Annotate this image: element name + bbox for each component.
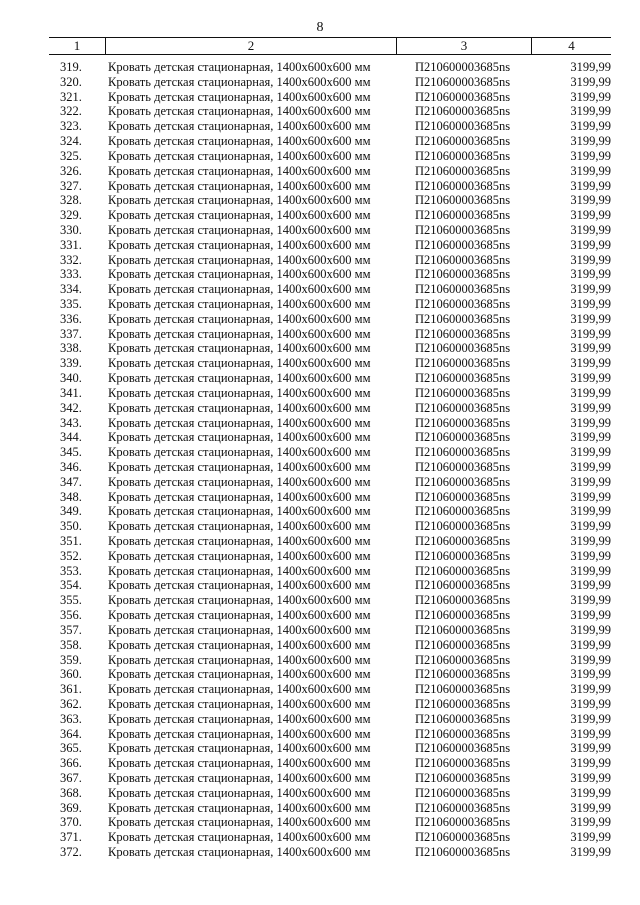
column-header-2: 2 (106, 38, 397, 54)
table-row (49, 490, 611, 505)
item-name: Кровать детская стационарная, 1400x600x600 мм (108, 237, 371, 252)
item-code: П210600003685ns (415, 193, 511, 208)
row-number: 330. (60, 222, 82, 237)
item-name: Кровать детская стационарная, 1400x600x600 мм (108, 489, 371, 504)
table-row (49, 653, 611, 668)
row-number: 359. (60, 652, 82, 667)
item-price: 3199,99 (570, 356, 611, 371)
item-price: 3199,99 (570, 815, 611, 830)
item-name: Кровать детская стационарная, 1400x600x600 мм (108, 430, 371, 445)
row-number: 340. (60, 371, 82, 386)
item-code: П210600003685ns (415, 815, 511, 830)
row-number: 350. (60, 519, 82, 534)
item-price: 3199,99 (570, 74, 611, 89)
item-code: П210600003685ns (415, 119, 511, 134)
item-price: 3199,99 (570, 519, 611, 534)
column-header-4: 4 (568, 38, 575, 53)
item-price: 3199,99 (570, 534, 611, 548)
table-row (49, 193, 611, 208)
table-row (49, 475, 611, 490)
item-code: П210600003685ns (415, 400, 511, 415)
table-row (49, 534, 611, 549)
table-row (49, 416, 611, 431)
item-name: Кровать детская стационарная, 1400x600x600 мм (108, 119, 371, 134)
item-name: Кровать детская стационарная, 1400x600x600 мм (108, 356, 371, 371)
table-row (49, 267, 611, 282)
item-code: П210600003685ns (415, 711, 511, 726)
row-number: 366. (60, 756, 82, 771)
item-name: Кровать детская стационарная, 1400x600x600 мм (108, 60, 371, 74)
item-name: Кровать детская стационарная, 1400x600x600 мм (108, 267, 371, 282)
item-code: П210600003685ns (415, 519, 511, 534)
item-name: Кровать детская стационарная, 1400x600x600 мм (108, 756, 371, 771)
table-row (49, 60, 611, 75)
row-number: 356. (60, 608, 82, 623)
table-row (49, 519, 611, 534)
item-price: 3199,99 (570, 563, 611, 578)
row-number: 342. (60, 400, 82, 415)
table-row (49, 727, 611, 742)
row-number: 372. (60, 845, 82, 860)
item-name: Кровать детская стационарная, 1400x600x600 мм (108, 800, 371, 815)
item-code: П210600003685ns (415, 667, 511, 682)
item-code: П210600003685ns (415, 222, 511, 237)
table-row (49, 845, 611, 860)
item-name: Кровать детская стационарная, 1400x600x600 мм (108, 400, 371, 415)
row-number: 320. (60, 74, 82, 89)
row-number: 321. (60, 89, 82, 104)
item-code: П210600003685ns (415, 726, 511, 741)
item-name: Кровать детская стационарная, 1400x600x600 мм (108, 519, 371, 534)
item-price: 3199,99 (570, 785, 611, 800)
item-name: Кровать детская стационарная, 1400x600x600 мм (108, 593, 371, 608)
item-code: П210600003685ns (415, 771, 511, 785)
item-name: Кровать детская стационарная, 1400x600x600 мм (108, 667, 371, 682)
row-number: 329. (60, 208, 82, 223)
item-price: 3199,99 (570, 504, 611, 519)
table-row (49, 801, 611, 816)
table-row (49, 608, 611, 623)
row-number: 335. (60, 297, 82, 311)
item-name: Кровать детская стационарная, 1400x600x600 мм (108, 474, 371, 489)
table-row (49, 741, 611, 756)
item-price: 3199,99 (570, 163, 611, 178)
item-price: 3199,99 (570, 637, 611, 652)
row-number: 362. (60, 696, 82, 711)
item-price: 3199,99 (570, 104, 611, 119)
row-number: 345. (60, 445, 82, 460)
table-row (49, 815, 611, 830)
row-number: 364. (60, 726, 82, 741)
table-row (49, 371, 611, 386)
item-name: Кровать детская стационарная, 1400x600x600 мм (108, 771, 371, 785)
row-number: 333. (60, 267, 82, 282)
table-row (49, 623, 611, 638)
item-name: Кровать детская стационарная, 1400x600x600 мм (108, 193, 371, 208)
item-code: П210600003685ns (415, 445, 511, 460)
row-number: 358. (60, 637, 82, 652)
item-code: П210600003685ns (415, 682, 511, 697)
item-code: П210600003685ns (415, 608, 511, 623)
item-code: П210600003685ns (415, 548, 511, 563)
row-number: 323. (60, 119, 82, 134)
table-row (49, 104, 611, 119)
item-code: П210600003685ns (415, 637, 511, 652)
item-price: 3199,99 (570, 430, 611, 445)
item-name: Кровать детская стационарная, 1400x600x600 мм (108, 385, 371, 400)
item-code: П210600003685ns (415, 371, 511, 386)
row-number: 361. (60, 682, 82, 697)
item-code: П210600003685ns (415, 89, 511, 104)
item-name: Кровать детская стационарная, 1400x600x600 мм (108, 74, 371, 89)
item-name: Кровать детская стационарная, 1400x600x600 мм (108, 563, 371, 578)
item-price: 3199,99 (570, 771, 611, 785)
item-code: П210600003685ns (415, 622, 511, 637)
row-number: 369. (60, 800, 82, 815)
item-price: 3199,99 (570, 459, 611, 474)
row-number: 334. (60, 282, 82, 297)
table-row (49, 75, 611, 90)
item-name: Кровать детская стационарная, 1400x600x600 мм (108, 326, 371, 341)
item-name: Кровать детская стационарная, 1400x600x600 мм (108, 104, 371, 119)
page-number: 8 (316, 20, 324, 35)
table-row (49, 208, 611, 223)
item-name: Кровать детская стационарная, 1400x600x600 мм (108, 341, 371, 356)
item-name: Кровать детская стационарная, 1400x600x600 мм (108, 622, 371, 637)
item-price: 3199,99 (570, 741, 611, 756)
table-row (49, 179, 611, 194)
item-name: Кровать детская стационарная, 1400x600x600 мм (108, 163, 371, 178)
item-price: 3199,99 (570, 578, 611, 593)
item-price: 3199,99 (570, 593, 611, 608)
row-number: 331. (60, 237, 82, 252)
item-price: 3199,99 (570, 222, 611, 237)
item-name: Кровать детская стационарная, 1400x600x600 мм (108, 711, 371, 726)
row-number: 363. (60, 711, 82, 726)
item-code: П210600003685ns (415, 504, 511, 519)
table-row (49, 401, 611, 416)
item-name: Кровать детская стационарная, 1400x600x600 мм (108, 608, 371, 623)
item-code: П210600003685ns (415, 267, 511, 282)
item-price: 3199,99 (570, 474, 611, 489)
column-header-1: 1 (49, 38, 106, 54)
row-number: 322. (60, 104, 82, 119)
row-number: 368. (60, 785, 82, 800)
item-price: 3199,99 (570, 652, 611, 667)
table-row (49, 297, 611, 312)
item-name: Кровать детская стационарная, 1400x600x600 мм (108, 282, 371, 297)
item-price: 3199,99 (570, 193, 611, 208)
table-row (49, 341, 611, 356)
table-row (49, 682, 611, 697)
item-price: 3199,99 (570, 148, 611, 163)
item-price: 3199,99 (570, 845, 611, 860)
table-row (49, 578, 611, 593)
item-price: 3199,99 (570, 608, 611, 623)
row-number: 346. (60, 459, 82, 474)
item-code: П210600003685ns (415, 237, 511, 252)
table-row (49, 119, 611, 134)
table-row (49, 445, 611, 460)
item-name: Кровать детская стационарная, 1400x600x600 мм (108, 741, 371, 756)
item-price: 3199,99 (570, 267, 611, 282)
item-name: Кровать детская стационарная, 1400x600x600 мм (108, 311, 371, 326)
item-code: П210600003685ns (415, 252, 511, 267)
table-row (49, 223, 611, 238)
row-number: 355. (60, 593, 82, 608)
item-price: 3199,99 (570, 237, 611, 252)
item-price: 3199,99 (570, 119, 611, 134)
item-price: 3199,99 (570, 252, 611, 267)
table-row (49, 430, 611, 445)
item-price: 3199,99 (570, 830, 611, 845)
row-number: 319. (60, 60, 82, 74)
item-name: Кровать детская стационарная, 1400x600x600 мм (108, 459, 371, 474)
item-code: П210600003685ns (415, 430, 511, 445)
table-row (49, 312, 611, 327)
table-row (49, 282, 611, 297)
table-row (49, 549, 611, 564)
table-row (49, 638, 611, 653)
item-name: Кровать детская стационарная, 1400x600x600 мм (108, 504, 371, 519)
item-code: П210600003685ns (415, 163, 511, 178)
item-price: 3199,99 (570, 385, 611, 400)
item-price: 3199,99 (570, 60, 611, 74)
table-body (49, 55, 611, 860)
row-number: 326. (60, 163, 82, 178)
row-number: 365. (60, 741, 82, 756)
item-price: 3199,99 (570, 134, 611, 149)
item-code: П210600003685ns (415, 385, 511, 400)
row-number: 370. (60, 815, 82, 830)
row-number: 357. (60, 622, 82, 637)
item-price: 3199,99 (570, 756, 611, 771)
item-code: П210600003685ns (415, 474, 511, 489)
table-row (49, 164, 611, 179)
item-code: П210600003685ns (415, 785, 511, 800)
item-code: П210600003685ns (415, 534, 511, 548)
item-price: 3199,99 (570, 371, 611, 386)
item-name: Кровать детская стационарная, 1400x600x600 мм (108, 815, 371, 830)
row-number: 339. (60, 356, 82, 371)
row-number: 354. (60, 578, 82, 593)
table-row (49, 149, 611, 164)
item-code: П210600003685ns (415, 104, 511, 119)
row-number: 332. (60, 252, 82, 267)
item-code: П210600003685ns (415, 282, 511, 297)
table-row (49, 712, 611, 727)
table-row (49, 756, 611, 771)
item-code: П210600003685ns (415, 830, 511, 845)
inventory-table (49, 37, 611, 860)
item-price: 3199,99 (570, 208, 611, 223)
item-name: Кровать детская стационарная, 1400x600x600 мм (108, 785, 371, 800)
item-code: П210600003685ns (415, 297, 511, 311)
item-code: П210600003685ns (415, 800, 511, 815)
table-row (49, 253, 611, 268)
table-row (49, 504, 611, 519)
row-number: 341. (60, 385, 82, 400)
row-number: 337. (60, 326, 82, 341)
row-number: 367. (60, 771, 82, 785)
item-name: Кровать детская стационарная, 1400x600x600 мм (108, 445, 371, 460)
item-name: Кровать детская стационарная, 1400x600x600 мм (108, 534, 371, 548)
item-code: П210600003685ns (415, 578, 511, 593)
table-header (49, 37, 611, 55)
row-number: 360. (60, 667, 82, 682)
item-price: 3199,99 (570, 548, 611, 563)
item-price: 3199,99 (570, 726, 611, 741)
item-code: П210600003685ns (415, 696, 511, 711)
row-number: 327. (60, 178, 82, 193)
item-price: 3199,99 (570, 415, 611, 430)
item-name: Кровать детская стационарная, 1400x600x600 мм (108, 297, 371, 311)
row-number: 328. (60, 193, 82, 208)
item-name: Кровать детская стационарная, 1400x600x600 мм (108, 134, 371, 149)
table-row (49, 830, 611, 845)
item-name: Кровать детская стационарная, 1400x600x600 мм (108, 578, 371, 593)
table-row (49, 564, 611, 579)
row-number: 336. (60, 311, 82, 326)
item-name: Кровать детская стационарная, 1400x600x600 мм (108, 148, 371, 163)
item-name: Кровать детская стационарная, 1400x600x600 мм (108, 682, 371, 697)
item-price: 3199,99 (570, 682, 611, 697)
item-name: Кровать детская стационарная, 1400x600x600 мм (108, 371, 371, 386)
table-row (49, 238, 611, 253)
table-row (49, 134, 611, 149)
row-number: 348. (60, 489, 82, 504)
item-code: П210600003685ns (415, 563, 511, 578)
table-row (49, 460, 611, 475)
item-code: П210600003685ns (415, 60, 511, 74)
item-price: 3199,99 (570, 696, 611, 711)
item-name: Кровать детская стационарная, 1400x600x600 мм (108, 548, 371, 563)
item-name: Кровать детская стационарная, 1400x600x600 мм (108, 415, 371, 430)
row-number: 352. (60, 548, 82, 563)
item-name: Кровать детская стационарная, 1400x600x600 мм (108, 637, 371, 652)
item-code: П210600003685ns (415, 756, 511, 771)
row-number: 324. (60, 134, 82, 149)
row-number: 338. (60, 341, 82, 356)
item-price: 3199,99 (570, 445, 611, 460)
item-name: Кровать детская стационарная, 1400x600x600 мм (108, 178, 371, 193)
item-price: 3199,99 (570, 341, 611, 356)
item-price: 3199,99 (570, 326, 611, 341)
item-price: 3199,99 (570, 311, 611, 326)
row-number: 325. (60, 148, 82, 163)
item-code: П210600003685ns (415, 415, 511, 430)
item-code: П210600003685ns (415, 593, 511, 608)
item-code: П210600003685ns (415, 208, 511, 223)
table-row (49, 667, 611, 682)
row-number: 347. (60, 474, 82, 489)
item-name: Кровать детская стационарная, 1400x600x600 мм (108, 696, 371, 711)
item-price: 3199,99 (570, 178, 611, 193)
table-row (49, 771, 611, 786)
row-number: 371. (60, 830, 82, 845)
item-price: 3199,99 (570, 800, 611, 815)
item-name: Кровать детская стационарная, 1400x600x600 мм (108, 845, 371, 860)
item-code: П210600003685ns (415, 741, 511, 756)
item-name: Кровать детская стационарная, 1400x600x600 мм (108, 830, 371, 845)
table-row (49, 697, 611, 712)
table-row (49, 593, 611, 608)
table-row (49, 786, 611, 801)
item-price: 3199,99 (570, 489, 611, 504)
item-code: П210600003685ns (415, 148, 511, 163)
item-price: 3199,99 (570, 282, 611, 297)
item-name: Кровать детская стационарная, 1400x600x600 мм (108, 726, 371, 741)
row-number: 344. (60, 430, 82, 445)
row-number: 353. (60, 563, 82, 578)
item-code: П210600003685ns (415, 178, 511, 193)
item-code: П210600003685ns (415, 311, 511, 326)
row-number: 343. (60, 415, 82, 430)
item-code: П210600003685ns (415, 341, 511, 356)
row-number: 351. (60, 534, 82, 548)
item-price: 3199,99 (570, 622, 611, 637)
table-row (49, 386, 611, 401)
item-code: П210600003685ns (415, 459, 511, 474)
item-code: П210600003685ns (415, 652, 511, 667)
table-row (49, 356, 611, 371)
item-price: 3199,99 (570, 297, 611, 311)
item-code: П210600003685ns (415, 489, 511, 504)
item-name: Кровать детская стационарная, 1400x600x600 мм (108, 252, 371, 267)
item-name: Кровать детская стационарная, 1400x600x600 мм (108, 222, 371, 237)
row-number: 349. (60, 504, 82, 519)
item-code: П210600003685ns (415, 356, 511, 371)
item-price: 3199,99 (570, 400, 611, 415)
item-name: Кровать детская стационарная, 1400x600x600 мм (108, 208, 371, 223)
item-code: П210600003685ns (415, 74, 511, 89)
item-code: П210600003685ns (415, 134, 511, 149)
item-name: Кровать детская стационарная, 1400x600x600 мм (108, 652, 371, 667)
column-header-3: 3 (397, 38, 532, 54)
item-price: 3199,99 (570, 711, 611, 726)
table-row (49, 90, 611, 105)
item-price: 3199,99 (570, 667, 611, 682)
item-code: П210600003685ns (415, 326, 511, 341)
item-name: Кровать детская стационарная, 1400x600x600 мм (108, 89, 371, 104)
table-row (49, 327, 611, 342)
item-price: 3199,99 (570, 89, 611, 104)
item-code: П210600003685ns (415, 845, 511, 860)
